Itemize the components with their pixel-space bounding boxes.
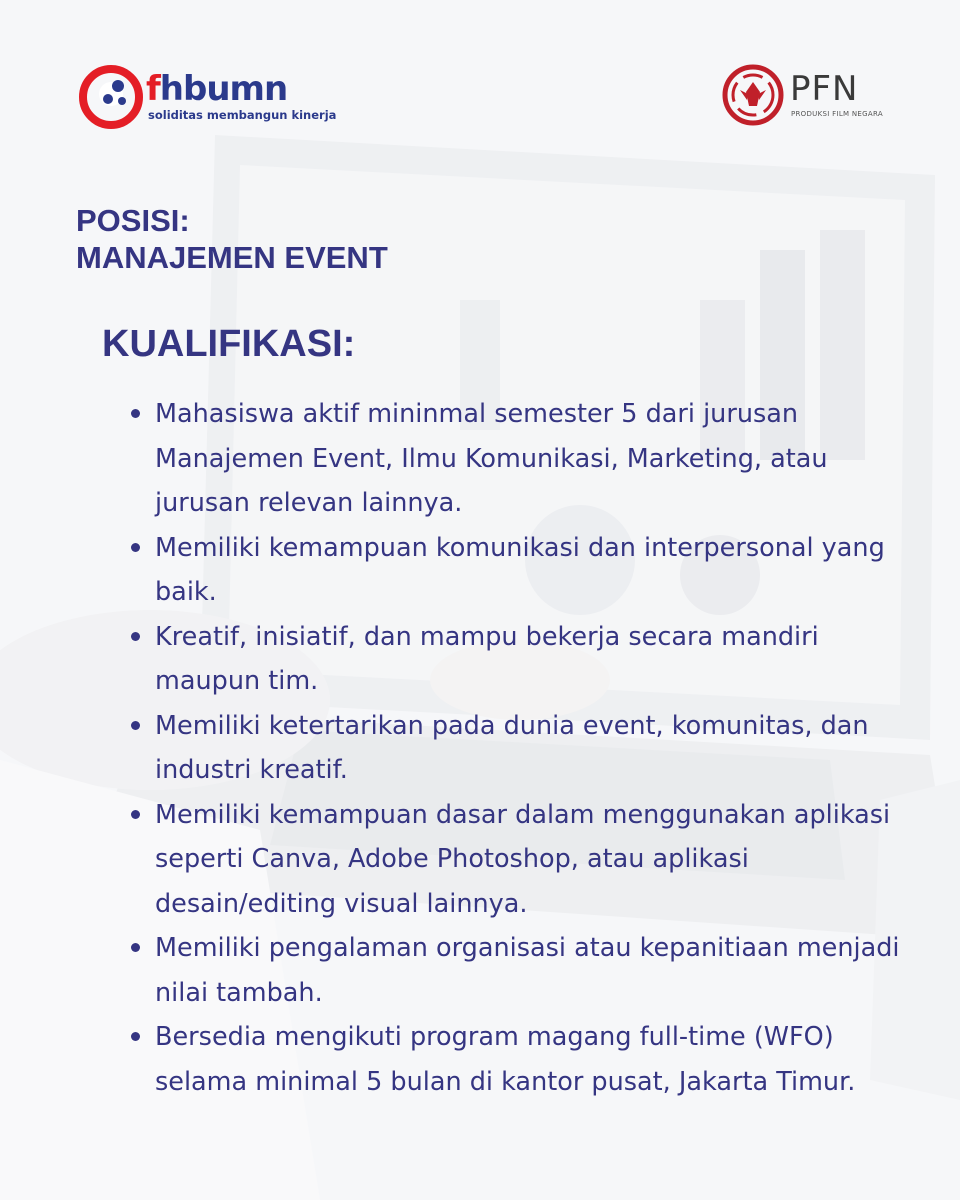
pfn-logo — [720, 60, 890, 130]
pfn-tagline: PRODUKSI FILM NEGARA — [791, 110, 883, 118]
list-item: Memiliki pengalaman organisasi atau kepanitiaan menjadi nilai tambah. — [128, 926, 918, 1015]
bullet-icon — [131, 810, 140, 819]
bullet-icon — [131, 1032, 140, 1041]
bullet-icon — [131, 721, 140, 730]
position-label: POSISI: — [76, 203, 190, 238]
bullet-icon — [131, 409, 140, 418]
bullet-icon — [131, 632, 140, 641]
list-item: Memiliki kemampuan dasar dalam menggunakan aplikasi seperti Canva, Adobe Photoshop, atau aplikasi desain/editing visual lainnya. — [128, 793, 918, 927]
bullet-icon — [131, 543, 140, 552]
list-item: Memiliki kemampuan komunikasi dan interpersonal yang baik. — [128, 526, 918, 615]
list-item: Kreatif, inisiatif, dan mampu bekerja secara mandiri maupun tim. — [128, 615, 918, 704]
fhbumn-wordmark: fhbumn — [146, 69, 288, 109]
bullet-icon — [131, 943, 140, 952]
qualifications-heading: KUALIFIKASI: — [102, 323, 356, 365]
position-title: MANAJEMEN EVENT — [76, 240, 388, 275]
pfn-emblem-icon — [720, 62, 786, 128]
list-item: Bersedia mengikuti program magang full-time (WFO) selama minimal 5 bulan di kantor pusat, Jakarta Timur. — [128, 1015, 918, 1104]
list-item: Mahasiswa aktif mininmal semester 5 dari jurusan Manajemen Event, Ilmu Komunikasi, Marketing, atau jurusan relevan lainnya. — [128, 392, 918, 526]
qualifications-list — [128, 392, 918, 1104]
fhbumn-tagline: soliditas membangun kinerja — [148, 108, 337, 122]
fhbumn-emblem-icon — [78, 64, 144, 130]
fhbumn-logo — [78, 64, 337, 134]
pfn-wordmark: PFN — [790, 69, 859, 109]
list-item: Memiliki ketertarikan pada dunia event, komunitas, dan industri kreatif. — [128, 704, 918, 793]
